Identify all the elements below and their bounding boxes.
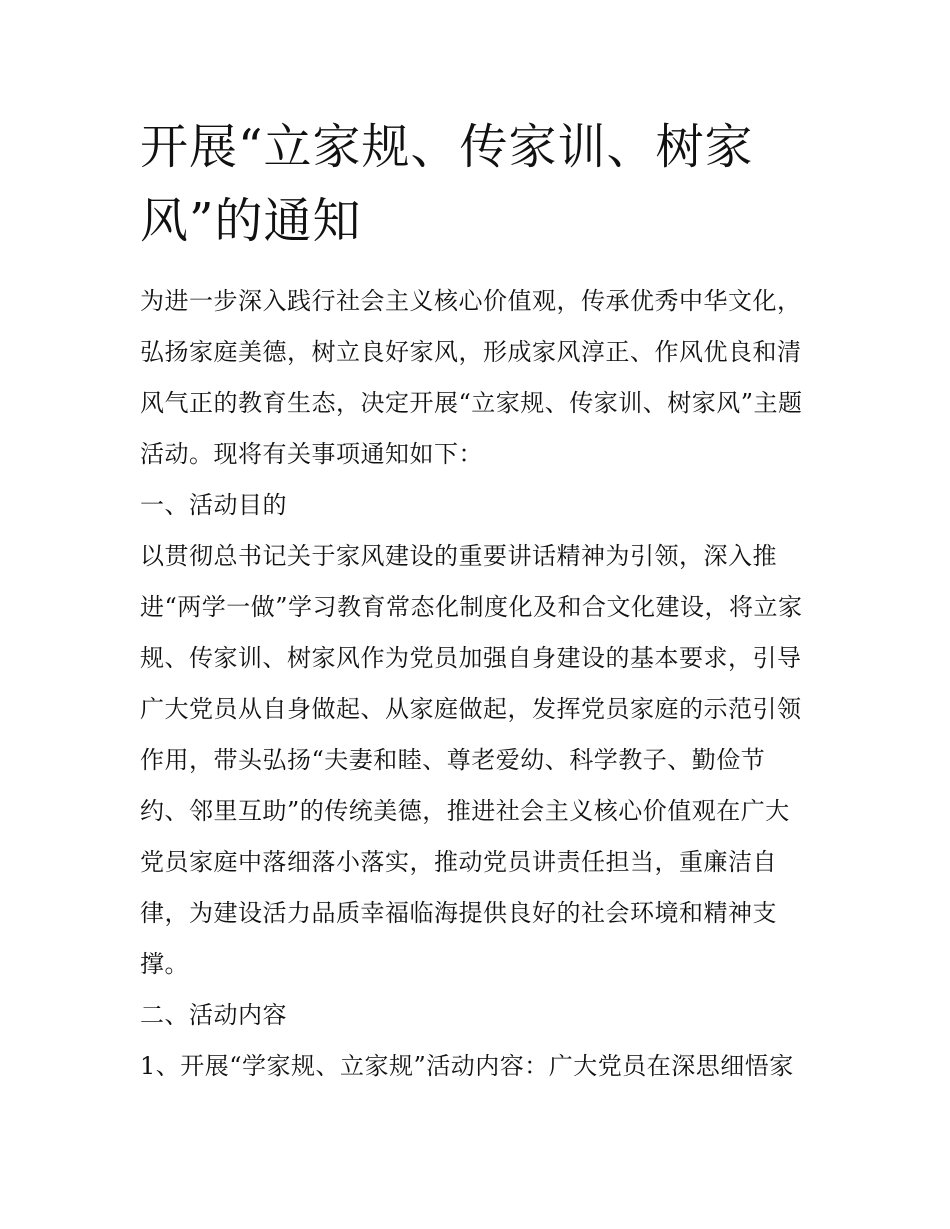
body-line: 以贯彻总书记关于家风建设的重要讲话精神为引领，深入推 xyxy=(140,542,777,570)
title-line: 风”的通知 xyxy=(140,193,362,249)
body-line: 进“两学一做”学习教育常态化制度化及和合文化建设，将立家 xyxy=(140,593,803,621)
body-line: 1、开展“学家规、立家规”活动内容：广大党员在深思细悟家 xyxy=(140,1052,794,1080)
body-line: 律，为建设活力品质幸福临海提供良好的社会环境和精神支 xyxy=(140,899,777,927)
document-body xyxy=(140,276,812,1092)
body-line: 为进一步深入践行社会主义核心价值观，传承优秀中华文化， xyxy=(140,287,802,315)
section-heading: 一、活动目的 xyxy=(140,491,287,519)
body-line: 约、邻里互助”的传统美德，推进社会主义核心价值观在广大 xyxy=(140,797,790,825)
section-heading: 二、活动内容 xyxy=(140,1001,287,1029)
body-line: 撑。 xyxy=(140,950,189,978)
body-line: 活动。现将有关事项通知如下： xyxy=(140,440,483,468)
document-title xyxy=(140,110,812,258)
title-line: 开展“立家规、传家训、树家 xyxy=(140,119,754,175)
body-line: 规、传家训、树家风作为党员加强自身建设的基本要求，引导 xyxy=(140,644,802,672)
body-line: 风气正的教育生态，决定开展“立家规、传家训、树家风”主题 xyxy=(140,389,803,417)
body-line: 弘扬家庭美德，树立良好家风，形成家风淳正、作风优良和清 xyxy=(140,338,802,366)
body-line: 作用，带头弘扬“夫妻和睦、尊老爱幼、科学教子、勤俭节 xyxy=(140,746,766,774)
body-line: 党员家庭中落细落小落实，推动党员讲责任担当，重廉洁自 xyxy=(140,848,777,876)
document-page xyxy=(140,110,812,1092)
body-line: 广大党员从自身做起、从家庭做起，发挥党员家庭的示范引领 xyxy=(140,695,802,723)
